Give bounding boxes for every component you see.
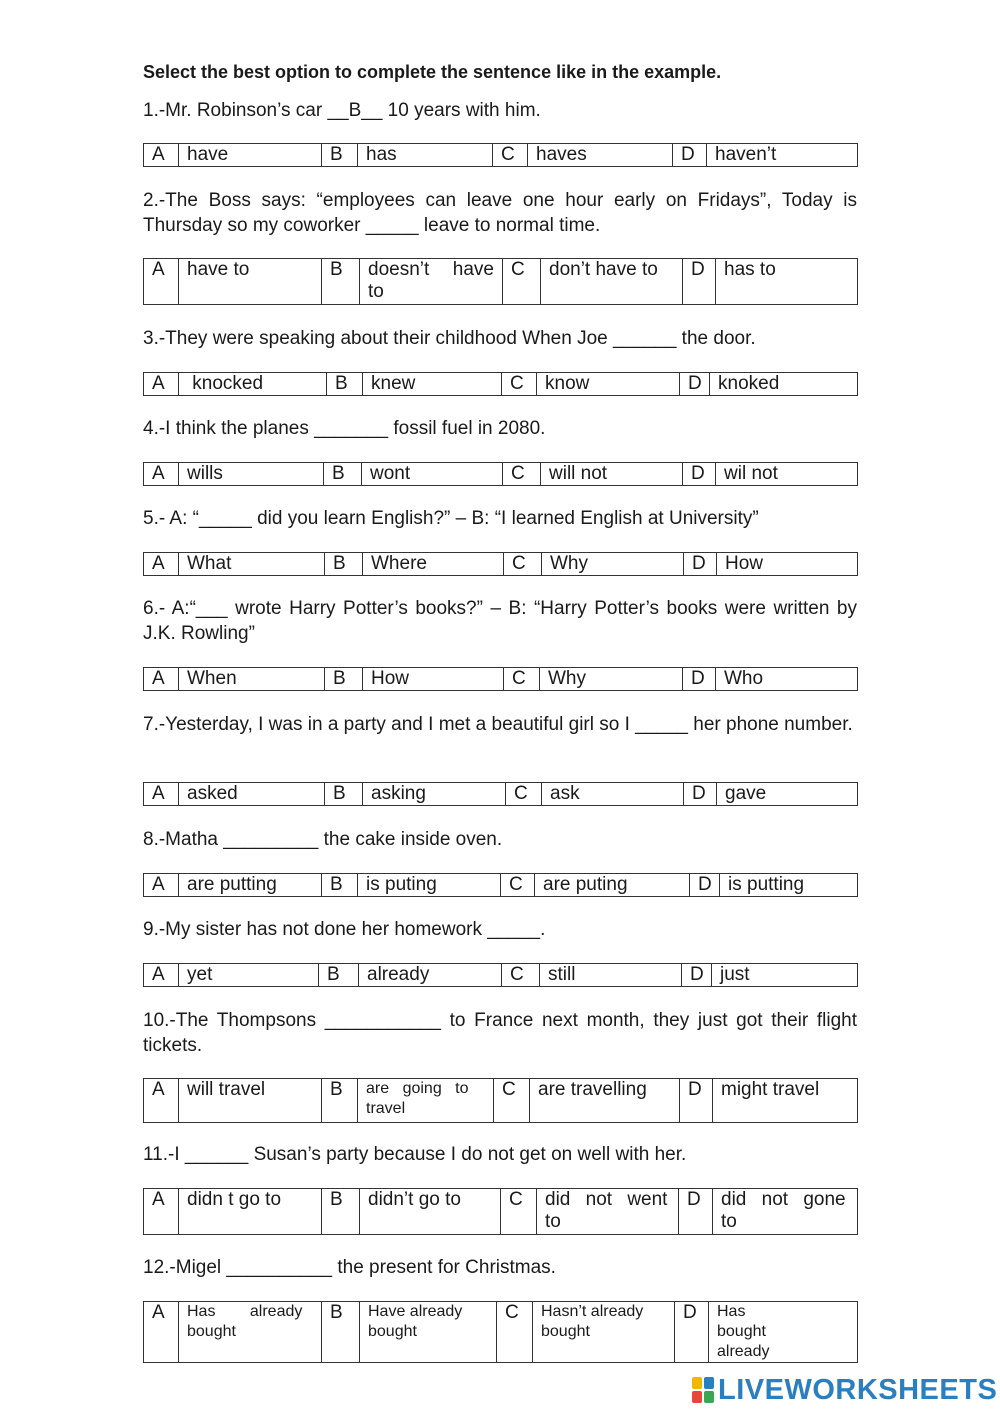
option-letter: A <box>144 553 179 576</box>
option-letter: B <box>322 874 358 897</box>
option-text[interactable]: haves <box>528 144 673 167</box>
option-letter: D <box>673 144 707 167</box>
option-text[interactable]: Has bought already <box>709 1302 858 1363</box>
question-11: 11.-I ______ Susan’s party because I do not get on well with her. <box>143 1144 687 1165</box>
option-text[interactable]: Hasn’t already bought <box>533 1302 675 1363</box>
option-text[interactable]: wil not <box>716 463 858 486</box>
options-table-6 <box>143 667 858 691</box>
option-text[interactable]: What <box>179 553 325 576</box>
option-letter: C <box>501 874 535 897</box>
option-letter: D <box>684 783 717 806</box>
option-letter: C <box>502 964 540 987</box>
options-row <box>144 874 858 897</box>
option-text[interactable]: just <box>712 964 858 987</box>
option-letter: C <box>504 668 540 691</box>
option-text[interactable]: Who <box>716 668 858 691</box>
question-1-before: 1.-Mr. Robinson’s car <box>143 100 328 121</box>
option-letter: A <box>144 1079 179 1123</box>
options-row <box>144 259 858 305</box>
option-text[interactable]: are puting <box>535 874 690 897</box>
option-text[interactable]: Have already bought <box>360 1302 497 1363</box>
options-table-5 <box>143 552 858 576</box>
option-letter: A <box>144 1302 179 1363</box>
option-text[interactable]: didn t go to <box>179 1189 322 1235</box>
option-text[interactable]: asked <box>179 783 325 806</box>
option-letter: C <box>497 1302 533 1363</box>
options-table-4 <box>143 462 858 486</box>
liveworksheets-logo[interactable] <box>692 1374 997 1406</box>
option-text[interactable]: has <box>358 144 493 167</box>
option-text[interactable]: have <box>179 144 322 167</box>
option-text[interactable]: Why <box>540 668 683 691</box>
options-row <box>144 668 858 691</box>
option-letter: D <box>683 463 716 486</box>
option-text[interactable]: did not gone to <box>713 1189 858 1235</box>
option-text[interactable]: asking <box>363 783 506 806</box>
option-text[interactable]: Why <box>542 553 684 576</box>
option-letter: A <box>144 1189 179 1235</box>
instruction: Select the best option to complete the sentence like in the example. <box>143 62 722 82</box>
option-letter: D <box>683 668 716 691</box>
option-letter: A <box>144 463 179 486</box>
options-row <box>144 1079 858 1123</box>
option-letter: B <box>322 1079 358 1123</box>
question-6: 6.- A:“___ wrote Harry Potter’s books?” – B: “Harry Potter’s books were written by J.K. Rowling” <box>143 598 857 644</box>
question-1-after: 10 years with him. <box>382 100 541 121</box>
option-letter: B <box>322 144 358 167</box>
option-letter: C <box>494 1079 530 1123</box>
option-letter: D <box>683 259 716 305</box>
options-row <box>144 373 858 396</box>
option-letter: A <box>144 144 179 167</box>
question-5: 5.- A: “_____ did you learn English?” – B: “I learned English at University” <box>143 508 759 529</box>
option-letter: A <box>144 783 179 806</box>
option-text[interactable]: wills <box>179 463 324 486</box>
logo-square <box>692 1377 702 1389</box>
option-letter: A <box>144 874 179 897</box>
option-letter: D <box>682 964 712 987</box>
options-table-1 <box>143 143 858 167</box>
options-row <box>144 964 858 987</box>
option-letter: C <box>502 373 537 396</box>
option-letter: D <box>684 553 717 576</box>
option-letter: B <box>324 463 362 486</box>
logo-square <box>692 1391 702 1403</box>
option-text[interactable]: don’t have to <box>541 259 683 305</box>
question-9: 9.-My sister has not done her homework _____. <box>143 919 546 940</box>
liveworksheets-logo-icon <box>692 1377 714 1403</box>
options-table-8 <box>143 873 858 897</box>
option-letter: B <box>325 668 363 691</box>
option-letter: A <box>144 259 179 305</box>
question-3: 3.-They were speaking about their childhood When Joe ______ the door. <box>143 328 756 349</box>
option-letter: D <box>690 874 720 897</box>
options-table-7 <box>143 782 858 806</box>
option-text[interactable]: already <box>359 964 502 987</box>
question-1-answer: __B__ <box>327 100 383 121</box>
option-text[interactable]: When <box>179 668 325 691</box>
option-text[interactable]: knew <box>363 373 502 396</box>
option-text[interactable]: yet <box>179 964 319 987</box>
options-row <box>144 553 858 576</box>
option-text[interactable]: have to <box>179 259 322 305</box>
option-letter: C <box>503 259 541 305</box>
logo-square <box>704 1391 714 1403</box>
option-letter: D <box>680 373 710 396</box>
question-7: 7.-Yesterday, I was in a party and I met a beautiful girl so I _____ her phone number. <box>143 714 853 735</box>
question-1 <box>143 98 857 123</box>
option-letter: C <box>506 783 542 806</box>
option-text[interactable]: Where <box>363 553 504 576</box>
option-letter: B <box>319 964 359 987</box>
options-table-10 <box>143 1078 858 1123</box>
option-letter: C <box>501 1189 537 1235</box>
option-letter: C <box>493 144 528 167</box>
option-letter: A <box>144 373 179 396</box>
option-letter: C <box>504 553 542 576</box>
options-row <box>144 463 858 486</box>
option-letter: C <box>503 463 541 486</box>
option-text[interactable]: are putting <box>179 874 322 897</box>
option-text[interactable]: know <box>537 373 680 396</box>
option-text[interactable]: didn’t go to <box>360 1189 501 1235</box>
option-text[interactable]: is putting <box>720 874 858 897</box>
option-text[interactable]: are going to travel <box>358 1079 494 1123</box>
option-text[interactable]: will not <box>541 463 683 486</box>
option-text[interactable]: doesn’t have to <box>360 259 503 305</box>
option-text[interactable]: might travel <box>713 1079 858 1123</box>
option-text[interactable]: How <box>717 553 858 576</box>
option-text[interactable]: knoked <box>710 373 858 396</box>
options-row <box>144 144 858 167</box>
options-table-3 <box>143 372 858 396</box>
option-text[interactable]: Has already bought <box>179 1302 322 1363</box>
option-letter: B <box>322 259 360 305</box>
logo-square <box>704 1377 714 1389</box>
question-4: 4.-I think the planes _______ fossil fuel in 2080. <box>143 418 546 439</box>
option-text[interactable]: ask <box>542 783 684 806</box>
options-row <box>144 1302 858 1363</box>
options-table-9 <box>143 963 858 987</box>
options-row <box>144 783 858 806</box>
question-12: 12.-Migel __________ the present for Christmas. <box>143 1257 556 1278</box>
option-letter: B <box>322 1302 360 1363</box>
options-table-11 <box>143 1188 858 1235</box>
option-text[interactable]: haven’t <box>707 144 858 167</box>
option-letter: A <box>144 668 179 691</box>
option-text[interactable]: gave <box>717 783 858 806</box>
option-text[interactable]: did not went to <box>537 1189 679 1235</box>
question-2: 2.-The Boss says: “employees can leave one hour early on Fridays”, Today is Thursday so my coworker _____ leave to normal time. <box>143 190 857 236</box>
option-letter: B <box>325 553 363 576</box>
option-letter: B <box>322 1189 360 1235</box>
question-10: 10.-The Thompsons ___________ to France next month, they just got their flight tickets. <box>143 1010 857 1056</box>
option-letter: D <box>679 1189 713 1235</box>
option-letter: D <box>675 1302 709 1363</box>
option-text[interactable]: knocked <box>179 373 327 396</box>
option-text[interactable]: is puting <box>358 874 501 897</box>
option-text[interactable]: still <box>540 964 682 987</box>
question-8: 8.-Matha _________ the cake inside oven. <box>143 829 503 850</box>
option-text[interactable]: are travelling <box>530 1079 680 1123</box>
option-text[interactable]: has to <box>716 259 858 305</box>
option-text[interactable]: will travel <box>179 1079 322 1123</box>
options-table-12 <box>143 1301 858 1363</box>
options-row <box>144 1189 858 1235</box>
option-letter: B <box>327 373 363 396</box>
option-text[interactable]: How <box>363 668 504 691</box>
option-letter: D <box>680 1079 713 1123</box>
option-letter: A <box>144 964 179 987</box>
logo-text: LIVEWORKSHEETS <box>718 1373 998 1406</box>
option-text[interactable]: wont <box>362 463 503 486</box>
options-table-2 <box>143 258 858 305</box>
option-letter: B <box>325 783 363 806</box>
